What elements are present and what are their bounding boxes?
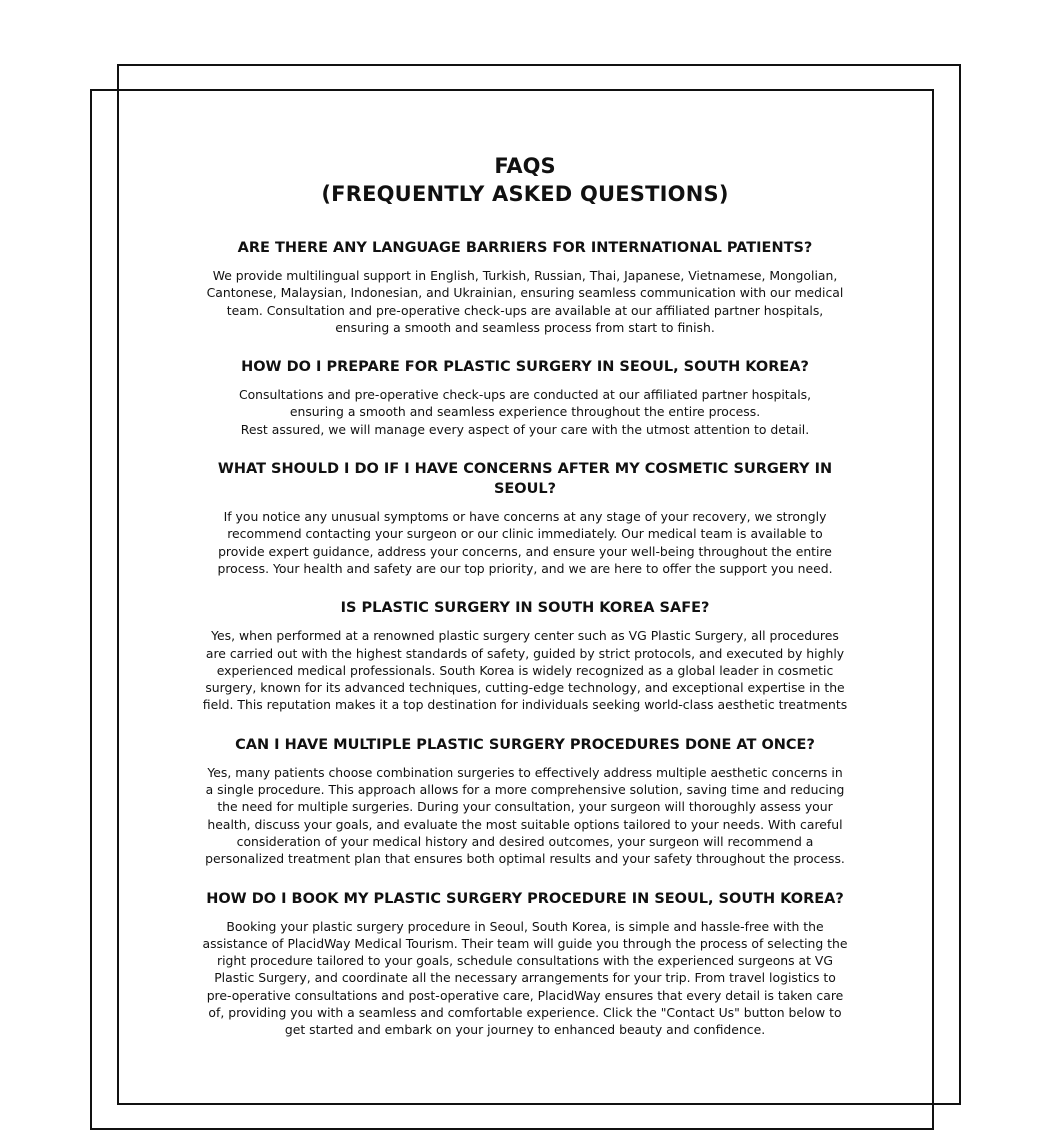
page-title: FAQS bbox=[494, 154, 556, 178]
page-subtitle: (FREQUENTLY ASKED QUESTIONS) bbox=[321, 182, 729, 206]
faq-question: WHAT SHOULD I DO IF I HAVE CONCERNS AFTER MY COSMETIC SURGERY IN SEOUL? bbox=[217, 461, 833, 498]
faq-answer: Yes, many patients choose combination surgeries to effectively address multiple aesthetic concerns in a single procedure. This approach allows for a more comprehensive solution, saving time and reducing the need for multiple surgeries. During your consultation, your surgeon will thoroughly assess your health, discuss your goals, and evaluate the most suitable options tailored to your needs. With careful consideration of your medical history and desired outcomes, your surgeon will recommend a personalized treatment plan that ensures both optimal results and your safety throughout the process. bbox=[205, 764, 845, 867]
faq-item-language-barriers bbox=[195, 238, 855, 336]
faq-question: ARE THERE ANY LANGUAGE BARRIERS FOR INTERNATIONAL PATIENTS? bbox=[237, 240, 813, 256]
faq-answer: Consultations and pre-operative check-ups are conducted at our affiliated partner hospitals, ensuring a smooth and seamless experience throughout the entire process. Rest assured, we will manage every aspect of your care with the utmost attention to detail. bbox=[238, 387, 812, 437]
faq-answer: If you notice any unusual symptoms or have concerns at any stage of your recovery, we strongly recommend contacting your surgeon or our clinic immediately. Our medical team is available to provide expert guidance, address your concerns, and ensure your well-being throughout the entire process. Your health and safety are our top priority, and we are here to offer the support you need. bbox=[217, 509, 833, 576]
faq-question: IS PLASTIC SURGERY IN SOUTH KOREA SAFE? bbox=[340, 600, 710, 617]
faq-item-safety bbox=[195, 598, 855, 713]
faq-item-concerns-after-surgery bbox=[195, 459, 855, 577]
faq-question: HOW DO I BOOK MY PLASTIC SURGERY PROCEDURE IN SEOUL, SOUTH KOREA? bbox=[206, 890, 844, 907]
faq-answer: Yes, when performed at a renowned plastic surgery center such as VG Plastic Surgery, all procedures are carried out with the highest standards of safety, guided by strict protocols, and executed by highly experienced medical professionals. South Korea is widely recognized as a global leader in cosmetic surgery, known for its advanced techniques, cutting-edge technology, and exceptional expertise in the field. This reputation makes it a top destination for individuals seeking world-class aesthetic treatments bbox=[202, 628, 848, 713]
faq-answer: Booking your plastic surgery procedure in Seoul, South Korea, is simple and hassle-free with the assistance of PlacidWay Medical Tourism. Their team will guide you through the process of selecting the right procedure tailored to your goals, schedule consultations with the experienced surgeons at VG Plastic Surgery, and coordinate all the necessary arrangements for your trip. From travel logistics to pre-operative consultations and post-operative care, PlacidWay ensures that every detail is taken care of, providing you with a seamless and comfortable experience. Click the "Contact Us" button below to get started and embark on your journey to enhanced beauty and confidence. bbox=[202, 918, 848, 1038]
faq-item-multiple-procedures bbox=[195, 735, 855, 868]
faq-question: CAN I HAVE MULTIPLE PLASTIC SURGERY PROCEDURES DONE AT ONCE? bbox=[235, 736, 815, 753]
faq-item-prepare-surgery bbox=[195, 357, 855, 438]
faq-answer: We provide multilingual support in English, Turkish, Russian, Thai, Japanese, Vietnamese, Mongolian, Cantonese, Malaysian, Indonesian, and Ukrainian, ensuring seamless communication with our medical team. Consultation and pre-operative check-ups are available at our affiliated partner hospitals, ensuring a smooth and seamless process from start to finish. bbox=[206, 268, 844, 335]
faq-item-booking bbox=[195, 889, 855, 1039]
faq-question: HOW DO I PREPARE FOR PLASTIC SURGERY IN SEOUL, SOUTH KOREA? bbox=[241, 359, 809, 376]
faq-section bbox=[195, 152, 855, 1060]
